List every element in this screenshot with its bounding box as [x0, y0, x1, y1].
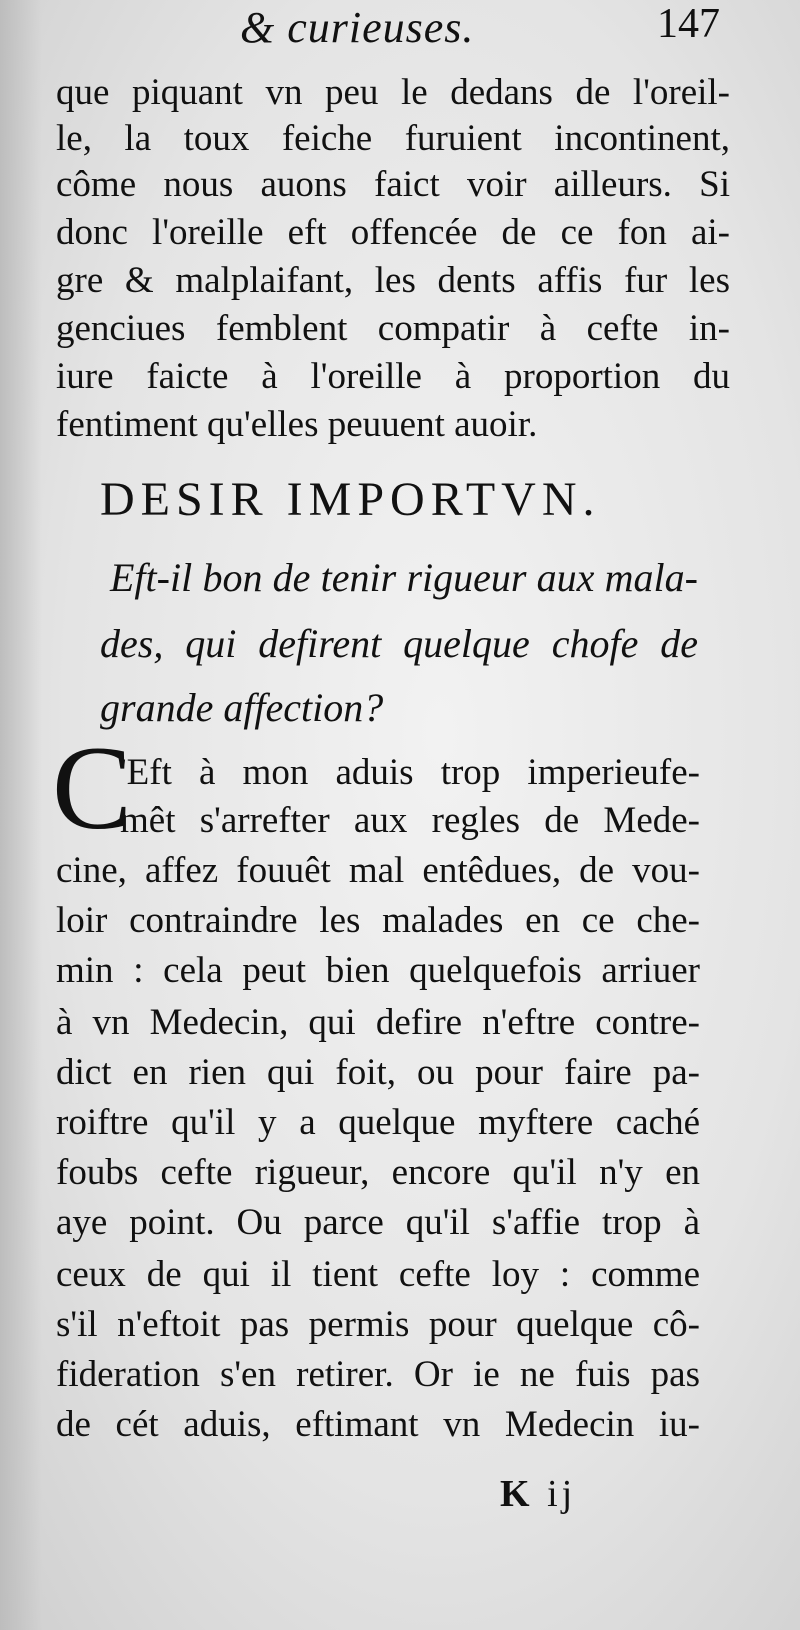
text-line: iure faicte à l'oreille à proportion du: [56, 356, 730, 397]
running-title: & curieuses.: [240, 3, 475, 52]
question-line: des, qui defirent quelque chofe de: [100, 621, 698, 666]
text-line: s'il n'eftoit pas permis pour quelque cô-: [56, 1304, 700, 1345]
text-line: donc l'oreille eft offencée de ce fon ai-: [56, 212, 730, 253]
text-line: mêt s'arrefter aux regles de Mede-: [120, 800, 700, 841]
text-line: que piquant vn peu le dedans de l'oreil-: [56, 72, 730, 113]
text-line: genciues femblent compatir à cefte in-: [56, 308, 730, 349]
text-line: loir contraindre les malades en ce che-: [56, 900, 700, 941]
section-heading: DESIR IMPORTVN.: [100, 473, 601, 526]
signature-mark: [500, 1472, 576, 1516]
text-line: à vn Medecin, qui defire n'eftre contre-: [56, 1002, 700, 1043]
text-line: foubs cefte rigueur, encore qu'il n'y en: [56, 1152, 700, 1193]
text-line: fentiment qu'elles peuuent auoir.: [56, 404, 538, 445]
signature-numeral: ij: [547, 1473, 577, 1515]
question-line: Eft-il bon de tenir rigueur aux mala-: [110, 555, 698, 600]
page-number: 147: [657, 1, 720, 47]
text-line: 'Eft à mon aduis trop imperieufe-: [120, 752, 700, 793]
question-line: grande affection?: [100, 685, 384, 730]
text-line: fideration s'en retirer. Or ie ne fuis pas: [56, 1354, 700, 1395]
signature-letter: K: [500, 1473, 534, 1515]
text-line: gre & malplaifant, les dents affis fur les: [56, 260, 730, 301]
text-line: de cét aduis, eftimant vn Medecin iu-: [56, 1404, 700, 1445]
text-line: roiftre qu'il y a quelque myftere caché: [56, 1102, 700, 1143]
text-line: dict en rien qui foit, ou pour faire pa-: [56, 1052, 700, 1093]
text-line: ceux de qui il tient cefte loy : comme: [56, 1254, 700, 1295]
running-header: [240, 0, 740, 50]
text-line: min : cela peut bien quelquefois arriuer: [56, 950, 700, 991]
drop-cap: C: [52, 721, 133, 854]
page-gutter-shadow: [0, 0, 42, 1630]
text-line: aye point. Ou parce qu'il s'affie trop à: [56, 1202, 700, 1243]
text-line: côme nous auons faict voir ailleurs. Si: [56, 164, 730, 205]
text-line: le, la toux feiche furuient incontinent,: [56, 118, 730, 159]
text-line: cine, affez fouuêt mal entêdues, de vou-: [56, 850, 700, 891]
